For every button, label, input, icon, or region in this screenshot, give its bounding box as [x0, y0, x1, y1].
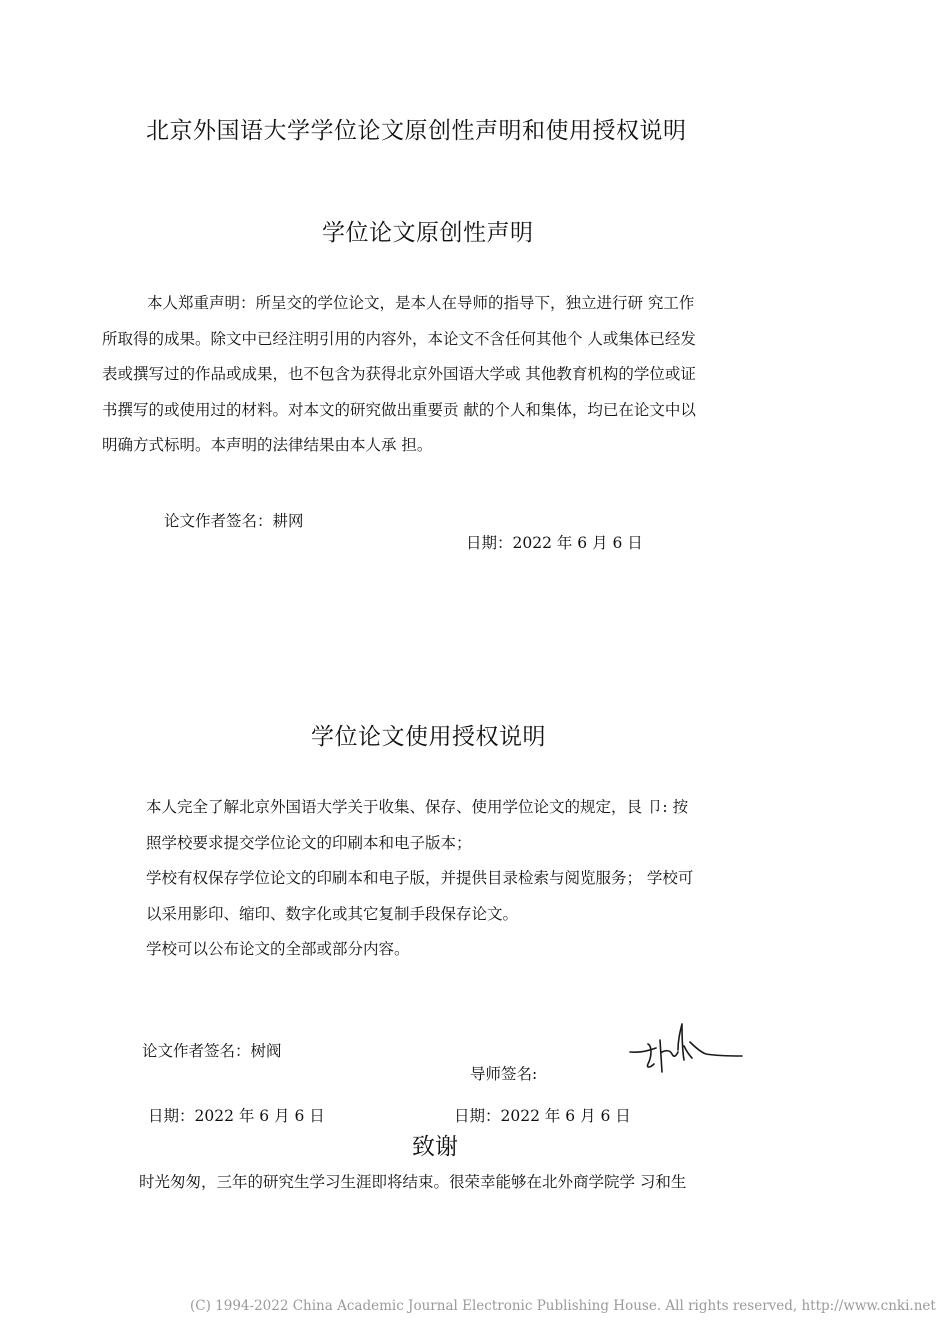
declaration-line: 明确方式标明。本声明的法律结果由本人承 担。: [102, 436, 433, 454]
handwritten-signature: [626, 1020, 744, 1076]
usage-line: 以采用影印、缩印、数字化或其它复制手段保存论文。: [146, 904, 519, 923]
usage-author-signature: 论文作者签名：树阀: [142, 1042, 282, 1060]
usage-line: 学校有权保存学位论文的印刷本和电子版，并提供目录检索与阅览服务； 学校可: [146, 869, 694, 887]
declaration-line: 所取得的成果。除文中已经注明引用的内容外，本论文不含任何其他个 人或集体已经发: [102, 329, 696, 348]
copyright-footer: (C) 1994-2022 China Academic Journal Electronic Publishing House. All rights reserved, http://www.cnki.net: [190, 1298, 936, 1314]
usage-line: 照学校要求提交学位论文的印刷本和电子版本；: [146, 833, 472, 852]
acknowledgement-title: 致谢: [412, 1134, 458, 1160]
usage-author-date: 日期：2022 年 6 月 6 日: [148, 1107, 325, 1125]
usage-line: 学校可以公布论文的全部或部分内容。: [146, 940, 410, 958]
originality-author-signature: 论文作者签名：耕网: [164, 512, 304, 530]
supervisor-signature-label: 导师签名:: [470, 1065, 538, 1083]
originality-date: 日期：2022 年 6 月 6 日: [466, 534, 643, 552]
originality-declaration: [102, 286, 696, 464]
usage-title: 学位论文使用授权说明: [311, 724, 546, 750]
document-main-title: 北京外国语大学学位论文原创性声明和使用授权说明: [146, 118, 687, 144]
acknowledgement-text: 时光匆匆，三年的研究生学习生涯即将结束。很荣幸能够在北外商学院学 习和生: [139, 1173, 687, 1191]
usage-supervisor-date: 日期：2022 年 6 月 6 日: [454, 1107, 631, 1125]
declaration-line: 表或撰写过的作品或成果，也不包含为获得北京外国语大学或 其他教育机构的学位或证: [102, 365, 696, 383]
declaration-line: 本人郑重声明：所呈交的学位论文，是本人在导师的指导下，独立进行研 究工作: [147, 294, 695, 312]
usage-line: 本人完全了解北京外国语大学关于收集、保存、使用学位论文的规定，艮 卩: 按: [146, 798, 689, 816]
usage-statement: [146, 790, 693, 968]
originality-title: 学位论文原创性声明: [322, 220, 534, 246]
declaration-line: 书撰写的或使用过的材料。对本文的研究做出重要贡 献的个人和集体，均已在论文中以: [102, 400, 696, 419]
